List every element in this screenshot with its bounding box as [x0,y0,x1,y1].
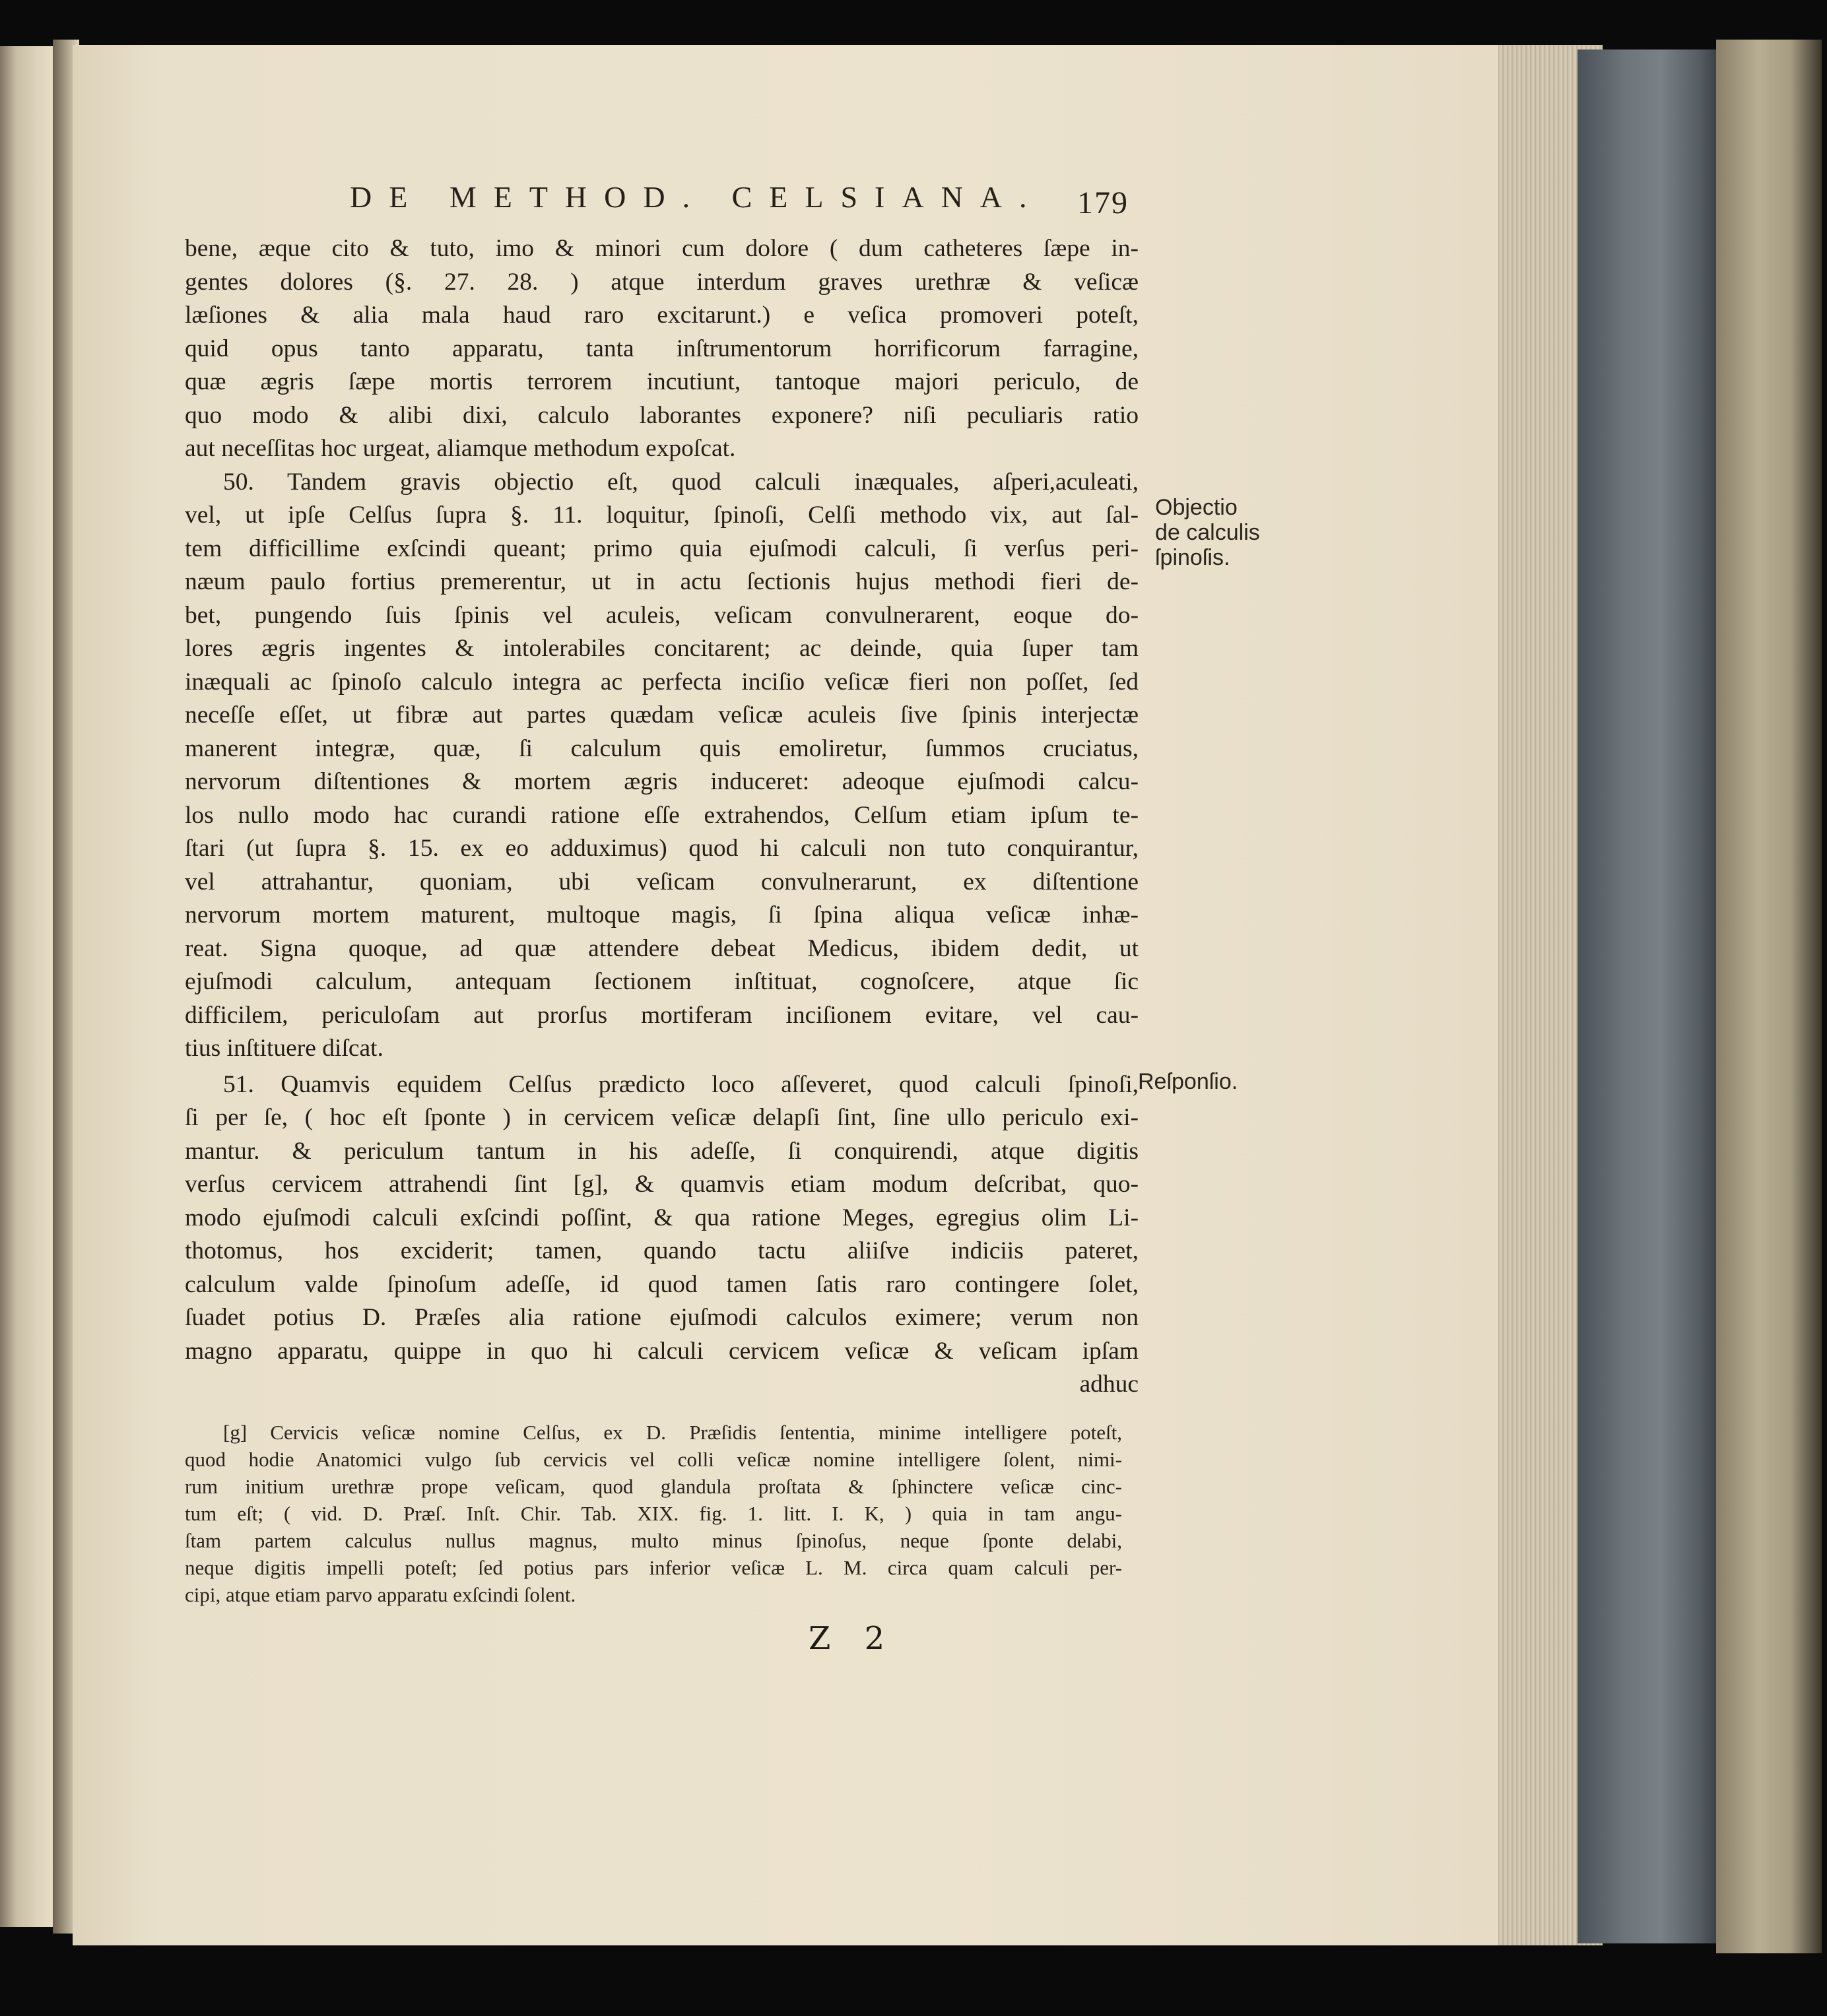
text-line: reat. Signa quoque, ad quæ attendere debeat Medicus, ibidem dedit, ut [185,934,1139,962]
text-line: ſuadet potius D. Præſes alia ratione ejuſmodi calculos eximere; verum non [185,1304,1139,1331]
catchword: adhuc [1079,1371,1139,1398]
footnote-line: cipi, atque etiam parvo apparatu exſcindi ſolent. [185,1583,576,1606]
footnote-line: [g] Cervicis veſicæ nomine Celſus, ex D. Præſidis ſententia, minime intelligere poteſt, [223,1421,1122,1444]
text-line: quid opus tanto apparatu, tanta inſtrumentorum horrificorum farragine, [185,335,1139,362]
paragraph-start-line: 50. Tandem gravis objectio eſt, quod calculi inæquales, aſperi,aculeati, [223,468,1139,496]
main-text [185,232,1139,1402]
footnote-line: ſtam partem calculus nullus magnus, multo minus ſpinoſus, neque ſponte delabi, [185,1529,1122,1552]
margin-note-objection: Objectio de calculis ſpinoſis. [1155,495,1260,570]
text-line: thotomus, hos exciderit; tamen, quando tactu aliiſve indiciis pateret, [185,1237,1139,1264]
text-line: tius inſtituere diſcat. [185,1035,383,1062]
signature-mark: Z 2 [809,1620,897,1657]
margin-note-response: Reſponſio. [1138,1069,1238,1094]
book-fore-edge [1578,49,1729,1943]
text-line: ſi per ſe, ( hoc eſt ſponte ) in cervicem veſicæ delapſi ſint, ſine ullo periculo exi- [185,1104,1139,1131]
paragraph-start-line: 51. Quamvis equidem Celſus prædicto loco aſſeveret, quod calculi ſpinoſi, [223,1070,1139,1098]
text-line: inæquali ac ſpinoſo calculo integra ac perfecta inciſio veſicæ fieri non poſſet, ſed [185,668,1139,696]
page-number: 179 [1077,185,1129,220]
facing-page-edge [0,46,53,1927]
text-line: bet, pungendo ſuis ſpinis vel aculeis, veſicam convulnerarent, eoque do- [185,601,1139,629]
footnote-line: rum initium urethræ prope veſicam, quod glandula proſtata & ſphinctere veſicæ cinc- [185,1475,1122,1498]
text-line: mantur. & periculum tantum in his adeſſe, ſi conquirendi, atque digitis [185,1137,1139,1165]
text-line: modo ejuſmodi calculi exſcindi poſſint, & qua ratione Meges, egregius olim Li- [185,1204,1139,1231]
text-line: quo modo & alibi dixi, calculo laborantes exponere? niſi peculiaris ratio [185,401,1139,429]
text-line: los nullo modo hac curandi ratione eſſe extrahendos, Celſum etiam ipſum te- [185,801,1139,829]
running-header [350,179,1129,232]
running-title: DE METHOD. CELSIANA. [350,180,1044,214]
text-line: magno apparatu, quippe in quo hi calculi cervicem veſicæ & veſicam ipſam [185,1337,1139,1365]
footnote-line: neque digitis impelli poteſt; ſed potius pars inferior veſicæ L. M. circa quam calculi per- [185,1556,1122,1579]
text-line: læſiones & alia mala haud raro excitarunt.) e veſica promoveri poteſt, [185,302,1139,329]
text-line: quæ ægris ſæpe mortis terrorem incutiunt, tantoque majori periculo, de [185,368,1139,395]
text-line: manerent integræ, quæ, ſi calculum quis emoliretur, ſummos cruciatus, [185,734,1139,762]
text-line: nervorum diſtentiones & mortem ægris induceret: adeoque ejuſmodi calcu- [185,768,1139,795]
footnote-line: tum eſt; ( vid. D. Præſ. Inſt. Chir. Tab. XIX. fig. 1. litt. I. K, ) quia in tam angu- [185,1502,1122,1525]
text-line: neceſſe eſſet, ut fibræ aut partes quædam veſicæ aculeis ſive ſpinis interjectæ [185,701,1139,729]
text-line: næum paulo fortius premerentur, ut in actu ſectionis hujus methodi fieri de- [185,568,1139,595]
text-line: gentes dolores (§. 27. 28. ) atque interdum graves urethræ & veſicæ [185,268,1139,296]
book-cover-edge [1716,40,1822,1953]
text-line: tem difficillime exſcindi queant; primo quia ejuſmodi calculi, ſi verſus peri- [185,535,1139,562]
text-line: calculum valde ſpinoſum adeſſe, id quod tamen ſatis raro contingere ſolet, [185,1270,1139,1298]
footnote-line: quod hodie Anatomici vulgo ſub cervicis vel colli veſicæ nomine intelligere ſolent, nimi- [185,1448,1122,1471]
text-line: ſtari (ut ſupra §. 15. ex eo adduximus) quod hi calculi non tuto conquirantur, [185,835,1139,862]
text-line: lores ægris ingentes & intolerabiles concitarent; ac deinde, quia ſuper tam [185,635,1139,662]
text-line: vel, ut ipſe Celſus ſupra §. 11. loquitur, ſpinoſi, Celſi methodo vix, aut ſal- [185,502,1139,529]
footnote [185,1419,1122,1608]
text-line: bene, æque cito & tuto, imo & minori cum dolore ( dum catheteres ſæpe in- [185,235,1139,262]
text-line: nervorum mortem maturent, multoque magis, ſi ſpina aliqua veſicæ inhæ- [185,901,1139,928]
text-line: verſus cervicem attrahendi ſint [g], & quamvis etiam modum deſcribat, quo- [185,1171,1139,1198]
text-line: vel attrahantur, quoniam, ubi veſicam convulnerarunt, ex diſtentione [185,868,1139,895]
text-line: aut neceſſitas hoc urgeat, aliamque methodum expoſcat. [185,435,736,462]
text-line: difficilem, periculoſam aut prorſus mortiferam inciſionem evitare, vel cau- [185,1001,1139,1029]
text-line: ejuſmodi calculum, antequam ſectionem inſtituat, cognoſcere, atque ſic [185,968,1139,995]
